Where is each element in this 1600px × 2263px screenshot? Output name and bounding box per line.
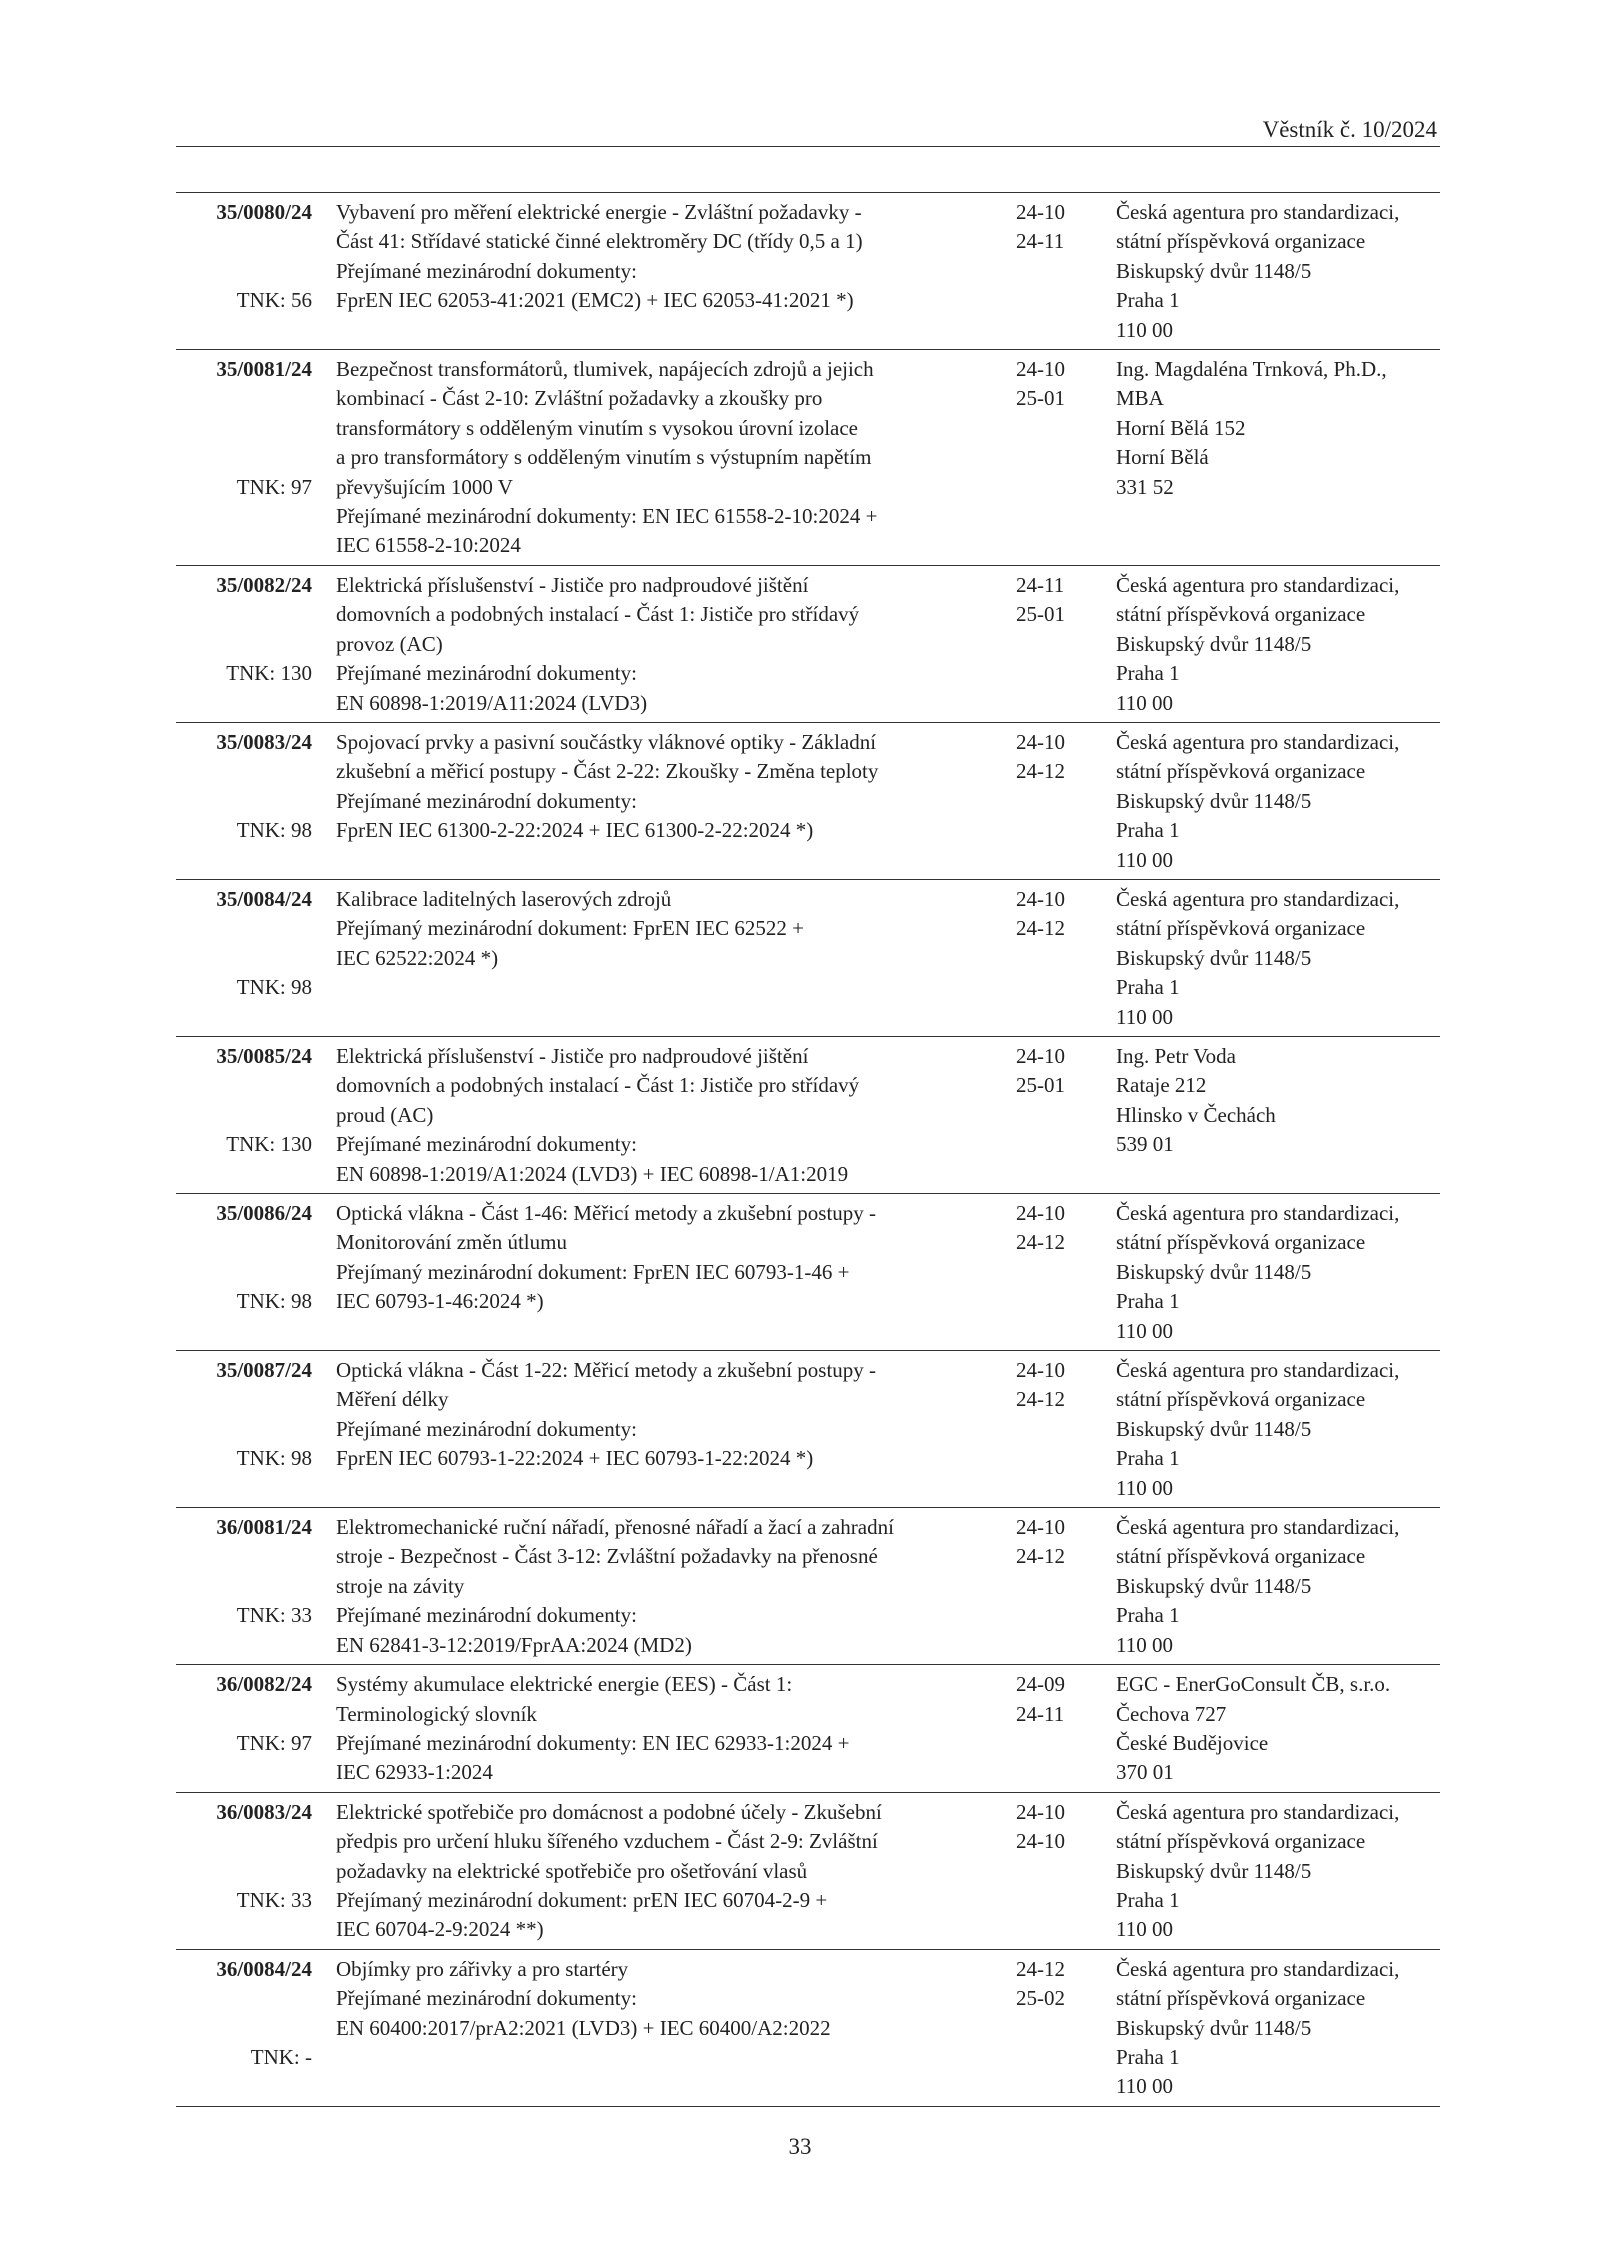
address-line: Praha 1 bbox=[1116, 1887, 1180, 1912]
tnk-number: TNK: 98 bbox=[236, 818, 312, 843]
standard-title-cell bbox=[312, 571, 976, 718]
address-line: Čechova 727 bbox=[1116, 1701, 1227, 1726]
title-line: Přejímané mezinárodní dokumenty: bbox=[336, 1603, 637, 1628]
address-line: 539 01 bbox=[1116, 1132, 1174, 1157]
address-line: státní příspěvková organizace bbox=[1116, 916, 1366, 941]
title-line: zkušební a měřicí postupy - Část 2-22: Zkoušky - Změna teploty bbox=[336, 759, 879, 784]
project-number: 36/0081/24 bbox=[216, 1515, 312, 1540]
address-line: státní příspěvková organizace bbox=[1116, 229, 1366, 254]
title-line: FprEN IEC 61300-2-22:2024 + IEC 61300-2-22:2024 *) bbox=[336, 818, 814, 843]
tnk-number: TNK: 33 bbox=[236, 1603, 312, 1628]
table-row bbox=[176, 1665, 1440, 1793]
address-line: Česká agentura pro standardizaci, bbox=[1116, 1956, 1400, 1981]
title-line: Systémy akumulace elektrické energie (EES) - Část 1: bbox=[336, 1672, 793, 1697]
title-line: Kalibrace laditelných laserových zdrojů bbox=[336, 886, 672, 911]
table-row bbox=[176, 880, 1440, 1037]
address-line: Horní Bělá bbox=[1116, 445, 1209, 470]
address-line: Česká agentura pro standardizaci, bbox=[1116, 1201, 1400, 1225]
dates-cell bbox=[976, 355, 1112, 561]
address-line: Biskupský dvůr 1148/5 bbox=[1116, 945, 1312, 970]
title-line: provoz (AC) bbox=[336, 631, 443, 656]
tnk-number: TNK: 130 bbox=[226, 1132, 312, 1157]
project-number: 35/0085/24 bbox=[216, 1043, 312, 1068]
address-line: Praha 1 bbox=[1116, 1603, 1180, 1628]
address-line: Biskupský dvůr 1148/5 bbox=[1116, 1858, 1312, 1883]
project-id-cell bbox=[176, 1356, 312, 1503]
title-line: kombinací - Část 2-10: Zvláštní požadavky a zkoušky pro bbox=[336, 386, 823, 411]
title-line: EN 60400:2017/prA2:2021 (LVD3) + IEC 60400/A2:2022 bbox=[336, 2015, 831, 2040]
title-line: stroje - Bezpečnost - Část 3-12: Zvláštní požadavky na přenosné bbox=[336, 1544, 878, 1569]
address-line: Biskupský dvůr 1148/5 bbox=[1116, 1573, 1312, 1598]
project-number: 35/0087/24 bbox=[216, 1358, 312, 1383]
project-number: 35/0082/24 bbox=[216, 572, 312, 597]
title-line: IEC 61558-2-10:2024 bbox=[336, 533, 521, 558]
address-line: 110 00 bbox=[1116, 1632, 1173, 1657]
start-date: 24-09 bbox=[1016, 1672, 1065, 1697]
title-line: Měření délky bbox=[336, 1387, 449, 1412]
project-id-cell bbox=[176, 1042, 312, 1189]
title-line: Přejímané mezinárodní dokumenty: bbox=[336, 1986, 637, 2011]
address-line: Biskupský dvůr 1148/5 bbox=[1116, 788, 1312, 813]
standard-title-cell bbox=[312, 1356, 976, 1503]
processor-address-cell bbox=[1112, 355, 1440, 561]
standard-title-cell bbox=[312, 1199, 976, 1346]
processor-address-cell bbox=[1112, 885, 1440, 1032]
address-line: státní příspěvková organizace bbox=[1116, 602, 1366, 627]
address-line: 110 00 bbox=[1116, 317, 1173, 342]
project-number: 35/0083/24 bbox=[216, 729, 312, 754]
address-line: Česká agentura pro standardizaci, bbox=[1116, 1799, 1400, 1824]
project-id-cell bbox=[176, 571, 312, 718]
address-line: Česká agentura pro standardizaci, bbox=[1116, 729, 1400, 754]
project-id-cell bbox=[176, 1670, 312, 1788]
title-line: IEC 60704-2-9:2024 **) bbox=[336, 1917, 544, 1942]
tnk-number: TNK: 97 bbox=[236, 474, 312, 499]
end-date: 25-01 bbox=[1016, 1073, 1065, 1098]
processor-address-cell bbox=[1112, 728, 1440, 875]
dates-cell bbox=[976, 1955, 1112, 2102]
address-line: Česká agentura pro standardizaci, bbox=[1116, 1515, 1400, 1540]
address-line: státní příspěvková organizace bbox=[1116, 1829, 1366, 1854]
address-line: Biskupský dvůr 1148/5 bbox=[1116, 258, 1312, 283]
end-date: 24-12 bbox=[1016, 1387, 1065, 1412]
dates-cell bbox=[976, 1798, 1112, 1945]
start-date: 24-10 bbox=[1016, 357, 1065, 382]
tnk-number: TNK: 33 bbox=[236, 1887, 312, 1912]
title-line: Vybavení pro měření elektrické energie - Zvláštní požadavky - bbox=[336, 200, 862, 224]
table-row bbox=[176, 723, 1440, 880]
title-line: Přejímané mezinárodní dokumenty: EN IEC 62933-1:2024 + bbox=[336, 1730, 850, 1755]
end-date: 24-11 bbox=[1016, 229, 1065, 254]
start-date: 24-10 bbox=[1016, 1201, 1065, 1225]
processor-address-cell bbox=[1112, 1955, 1440, 2102]
title-line: požadavky na elektrické spotřebiče pro ošetřování vlasů bbox=[336, 1858, 808, 1883]
table-row bbox=[176, 350, 1440, 566]
address-line: Česká agentura pro standardizaci, bbox=[1116, 572, 1400, 597]
address-line: státní příspěvková organizace bbox=[1116, 1230, 1366, 1255]
project-id-cell bbox=[176, 728, 312, 875]
title-line: a pro transformátory s odděleným vinutím s výstupním napětím bbox=[336, 445, 872, 470]
title-line: Přejímané mezinárodní dokumenty: bbox=[336, 258, 637, 283]
address-line: Praha 1 bbox=[1116, 1289, 1180, 1314]
dates-cell bbox=[976, 1513, 1112, 1660]
tnk-number: TNK: 98 bbox=[236, 975, 312, 1000]
start-date: 24-11 bbox=[1016, 572, 1065, 597]
end-date: 25-02 bbox=[1016, 1986, 1065, 2011]
end-date: 24-12 bbox=[1016, 916, 1065, 941]
title-line: FprEN IEC 60793-1-22:2024 + IEC 60793-1-22:2024 *) bbox=[336, 1446, 814, 1471]
project-number: 35/0086/24 bbox=[216, 1201, 312, 1225]
address-line: 110 00 bbox=[1116, 1318, 1173, 1343]
tnk-number: TNK: 98 bbox=[236, 1289, 312, 1314]
title-line: FprEN IEC 62053-41:2021 (EMC2) + IEC 62053-41:2021 *) bbox=[336, 288, 854, 313]
address-line: Horní Bělá 152 bbox=[1116, 415, 1246, 440]
address-line: státní příspěvková organizace bbox=[1116, 1387, 1366, 1412]
standards-table bbox=[176, 192, 1440, 2107]
title-line: stroje na závity bbox=[336, 1573, 465, 1598]
dates-cell bbox=[976, 885, 1112, 1032]
address-line: 370 01 bbox=[1116, 1760, 1174, 1785]
processor-address-cell bbox=[1112, 1670, 1440, 1788]
project-id-cell bbox=[176, 885, 312, 1032]
standard-title-cell bbox=[312, 885, 976, 1032]
title-line: Přejímané mezinárodní dokumenty: EN IEC 61558-2-10:2024 + bbox=[336, 504, 878, 529]
address-line: Praha 1 bbox=[1116, 1446, 1180, 1471]
project-id-cell bbox=[176, 198, 312, 345]
title-line: domovních a podobných instalací - Část 1: Jističe pro střídavý bbox=[336, 602, 860, 627]
address-line: 110 00 bbox=[1116, 1917, 1173, 1942]
title-line: Elektrické spotřebiče pro domácnost a podobné účely - Zkušební bbox=[336, 1799, 882, 1824]
address-line: 110 00 bbox=[1116, 2074, 1173, 2099]
dates-cell bbox=[976, 198, 1112, 345]
title-line: Přejímaný mezinárodní dokument: FprEN IEC 62522 + bbox=[336, 916, 804, 941]
dates-cell bbox=[976, 728, 1112, 875]
title-line: Optická vlákna - Část 1-46: Měřicí metody a zkušební postupy - bbox=[336, 1201, 877, 1225]
title-line: IEC 62522:2024 *) bbox=[336, 945, 499, 970]
standard-title-cell bbox=[312, 1042, 976, 1189]
table-row bbox=[176, 1194, 1440, 1351]
address-line: státní příspěvková organizace bbox=[1116, 1986, 1366, 2011]
address-line: Hlinsko v Čechách bbox=[1116, 1102, 1276, 1127]
start-date: 24-12 bbox=[1016, 1956, 1065, 1981]
table-row bbox=[176, 1037, 1440, 1194]
end-date: 24-12 bbox=[1016, 759, 1065, 784]
address-line: Praha 1 bbox=[1116, 2044, 1180, 2069]
title-line: Spojovací prvky a pasivní součástky vláknové optiky - Základní bbox=[336, 729, 877, 754]
title-line: Elektrická příslušenství - Jističe pro nadproudové jištění bbox=[336, 1043, 809, 1068]
address-line: Biskupský dvůr 1148/5 bbox=[1116, 2015, 1312, 2040]
processor-address-cell bbox=[1112, 198, 1440, 345]
address-line: Biskupský dvůr 1148/5 bbox=[1116, 631, 1312, 656]
end-date: 24-12 bbox=[1016, 1544, 1065, 1569]
address-line: Praha 1 bbox=[1116, 661, 1180, 686]
end-date: 24-11 bbox=[1016, 1701, 1065, 1726]
title-line: Optická vlákna - Část 1-22: Měřicí metody a zkušební postupy - bbox=[336, 1358, 877, 1383]
standard-title-cell bbox=[312, 1513, 976, 1660]
table-row bbox=[176, 1793, 1440, 1950]
standard-title-cell bbox=[312, 1670, 976, 1788]
address-line: Biskupský dvůr 1148/5 bbox=[1116, 1259, 1312, 1284]
project-number: 36/0083/24 bbox=[216, 1799, 312, 1824]
table-row bbox=[176, 566, 1440, 723]
end-date: 24-10 bbox=[1016, 1829, 1065, 1854]
header-rule bbox=[176, 146, 1440, 147]
address-line: České Budějovice bbox=[1116, 1730, 1269, 1755]
title-line: Přejímané mezinárodní dokumenty: bbox=[336, 1416, 637, 1441]
end-date: 25-01 bbox=[1016, 602, 1065, 627]
address-line: Biskupský dvůr 1148/5 bbox=[1116, 1416, 1312, 1441]
project-id-cell bbox=[176, 1955, 312, 2102]
address-line: 110 00 bbox=[1116, 1475, 1173, 1500]
project-id-cell bbox=[176, 355, 312, 561]
title-line: Přejímané mezinárodní dokumenty: bbox=[336, 661, 637, 686]
address-line: 110 00 bbox=[1116, 847, 1173, 872]
page-header-title: Věstník č. 10/2024 bbox=[1262, 117, 1437, 142]
title-line: Přejímané mezinárodní dokumenty: bbox=[336, 1132, 637, 1157]
address-line: Česká agentura pro standardizaci, bbox=[1116, 200, 1400, 224]
processor-address-cell bbox=[1112, 571, 1440, 718]
processor-address-cell bbox=[1112, 1513, 1440, 1660]
end-date: 25-01 bbox=[1016, 386, 1065, 411]
standard-title-cell bbox=[312, 1955, 976, 2102]
address-line: 331 52 bbox=[1116, 474, 1174, 499]
address-line: 110 00 bbox=[1116, 1004, 1173, 1029]
address-line: MBA bbox=[1116, 386, 1164, 411]
dates-cell bbox=[976, 1356, 1112, 1503]
start-date: 24-10 bbox=[1016, 1043, 1065, 1068]
table-row bbox=[176, 193, 1440, 350]
dates-cell bbox=[976, 1670, 1112, 1788]
address-line: 110 00 bbox=[1116, 690, 1173, 715]
project-number: 35/0080/24 bbox=[216, 200, 312, 224]
title-line: IEC 62933-1:2024 bbox=[336, 1760, 493, 1785]
address-line: Praha 1 bbox=[1116, 975, 1180, 1000]
title-line: převyšujícím 1000 V bbox=[336, 474, 513, 499]
title-line: EN 62841-3-12:2019/FprAA:2024 (MD2) bbox=[336, 1632, 692, 1657]
address-line: Ing. Magdaléna Trnková, Ph.D., bbox=[1116, 357, 1387, 382]
title-line: Elektromechanické ruční nářadí, přenosné nářadí a žací a zahradní bbox=[336, 1515, 894, 1540]
title-line: EN 60898-1:2019/A11:2024 (LVD3) bbox=[336, 690, 648, 715]
standard-title-cell bbox=[312, 728, 976, 875]
standard-title-cell bbox=[312, 1798, 976, 1945]
start-date: 24-10 bbox=[1016, 1358, 1065, 1383]
end-date: 24-12 bbox=[1016, 1230, 1065, 1255]
address-line: EGC - EnerGoConsult ČB, s.r.o. bbox=[1116, 1672, 1391, 1697]
title-line: Přejímané mezinárodní dokumenty: bbox=[336, 788, 637, 813]
title-line: Bezpečnost transformátorů, tlumivek, napájecích zdrojů a jejich bbox=[336, 357, 874, 382]
project-number: 36/0084/24 bbox=[216, 1956, 312, 1981]
start-date: 24-10 bbox=[1016, 1799, 1065, 1824]
project-id-cell bbox=[176, 1513, 312, 1660]
title-line: EN 60898-1:2019/A1:2024 (LVD3) + IEC 60898-1/A1:2019 bbox=[336, 1161, 849, 1186]
address-line: Rataje 212 bbox=[1116, 1073, 1207, 1098]
title-line: Přejímaný mezinárodní dokument: prEN IEC 60704-2-9 + bbox=[336, 1887, 828, 1912]
address-line: Česká agentura pro standardizaci, bbox=[1116, 1358, 1400, 1383]
title-line: Elektrická příslušenství - Jističe pro nadproudové jištění bbox=[336, 572, 809, 597]
standard-title-cell bbox=[312, 198, 976, 345]
project-id-cell bbox=[176, 1199, 312, 1346]
processor-address-cell bbox=[1112, 1356, 1440, 1503]
title-line: transformátory s odděleným vinutím s vysokou úrovní izolace bbox=[336, 415, 858, 440]
start-date: 24-10 bbox=[1016, 200, 1065, 224]
processor-address-cell bbox=[1112, 1798, 1440, 1945]
address-line: Praha 1 bbox=[1116, 818, 1180, 843]
title-line: IEC 60793-1-46:2024 *) bbox=[336, 1289, 544, 1314]
table-row bbox=[176, 1351, 1440, 1508]
project-id-cell bbox=[176, 1798, 312, 1945]
title-line: Přejímaný mezinárodní dokument: FprEN IEC 60793-1-46 + bbox=[336, 1259, 850, 1284]
tnk-number: TNK: 130 bbox=[226, 661, 312, 686]
page-number: 33 bbox=[788, 2134, 812, 2159]
address-line: Ing. Petr Voda bbox=[1116, 1043, 1236, 1068]
dates-cell bbox=[976, 1199, 1112, 1346]
address-line: Česká agentura pro standardizaci, bbox=[1116, 886, 1400, 911]
project-number: 35/0081/24 bbox=[216, 357, 312, 382]
title-line: předpis pro určení hluku šířeného vzduchem - Část 2-9: Zvláštní bbox=[336, 1829, 878, 1854]
processor-address-cell bbox=[1112, 1199, 1440, 1346]
tnk-number: TNK: 98 bbox=[236, 1446, 312, 1471]
table-row bbox=[176, 1950, 1440, 2107]
standard-title-cell bbox=[312, 355, 976, 561]
title-line: Terminologický slovník bbox=[336, 1701, 537, 1726]
tnk-number: TNK: 97 bbox=[236, 1730, 312, 1755]
tnk-number: TNK: - bbox=[250, 2044, 312, 2069]
start-date: 24-10 bbox=[1016, 1515, 1065, 1540]
title-line: Část 41: Střídavé statické činné elektroměry DC (třídy 0,5 a 1) bbox=[336, 229, 863, 254]
project-number: 35/0084/24 bbox=[216, 886, 312, 911]
title-line: Objímky pro zářivky a pro startéry bbox=[336, 1956, 629, 1981]
title-line: Monitorování změn útlumu bbox=[336, 1230, 567, 1255]
start-date: 24-10 bbox=[1016, 729, 1065, 754]
table-row bbox=[176, 1508, 1440, 1665]
start-date: 24-10 bbox=[1016, 886, 1065, 911]
dates-cell bbox=[976, 1042, 1112, 1189]
address-line: státní příspěvková organizace bbox=[1116, 1544, 1366, 1569]
address-line: Praha 1 bbox=[1116, 288, 1180, 313]
title-line: domovních a podobných instalací - Část 1: Jističe pro střídavý bbox=[336, 1073, 860, 1098]
address-line: státní příspěvková organizace bbox=[1116, 759, 1366, 784]
dates-cell bbox=[976, 571, 1112, 718]
project-number: 36/0082/24 bbox=[216, 1672, 312, 1697]
processor-address-cell bbox=[1112, 1042, 1440, 1189]
tnk-number: TNK: 56 bbox=[236, 288, 312, 313]
title-line: proud (AC) bbox=[336, 1102, 434, 1127]
